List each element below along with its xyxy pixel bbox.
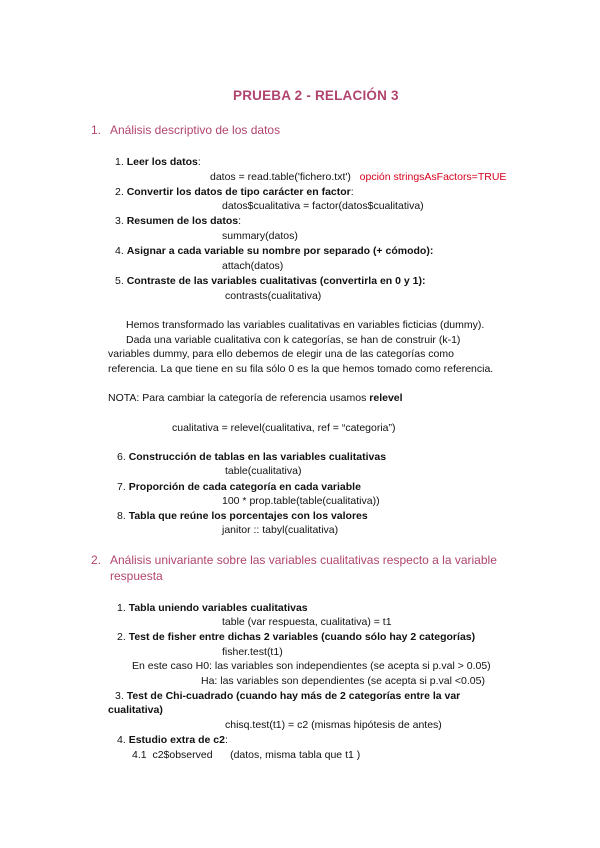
step-label: Tabla que reúne los porcentajes con los valores <box>128 510 368 522</box>
step-suffix: : <box>238 215 242 227</box>
substep-note: (datos, misma tabla que t1 ) <box>230 749 361 761</box>
step-4-code: attach(datos) <box>222 260 284 272</box>
step-label: Test de fisher entre dichas 2 variables (cuando sólo hay 2 categorías) <box>128 631 476 643</box>
step-3 <box>115 215 241 227</box>
step-suffix: : <box>350 186 354 198</box>
step-number: 3. <box>115 215 124 227</box>
step-number: 4. <box>115 245 124 257</box>
step-number: 2. <box>117 631 126 643</box>
step-label: Test de Chi-cuadrado (cuando hay más de 2 categorías entre la var <box>126 690 461 702</box>
step-number: 1. <box>117 602 126 614</box>
step-1-code <box>210 171 506 183</box>
step-number: 1. <box>115 156 124 168</box>
s2-step-2-code: fisher.test(t1) <box>222 646 283 658</box>
step-5-code: contrasts(cualitativa) <box>225 290 322 302</box>
step-6-code: table(cualitativa) <box>225 465 302 477</box>
section-2-heading-line-1: Análisis univariante sobre las variables cualitativas respecto a la variable <box>110 553 497 567</box>
step-number: 2. <box>115 186 124 198</box>
step-label: Proporción de cada categoría en cada variable <box>128 481 361 493</box>
s2-step-4 <box>117 734 228 746</box>
nota-keyword: relevel <box>369 392 403 404</box>
step-6 <box>117 451 386 463</box>
step-label: Estudio extra de c2 <box>128 734 225 746</box>
step-8-code: janitor :: tabyl(cualitativa) <box>222 524 339 536</box>
nota <box>108 392 403 404</box>
step-7 <box>117 481 361 493</box>
s2-ha-line: Ha: las variables son dependientes (se acepta si p.val <0.05) <box>201 675 485 687</box>
step-8 <box>117 510 368 522</box>
step-number: 5. <box>115 275 124 287</box>
page-title: PRUEBA 2 - RELACIÓN 3 <box>233 88 399 103</box>
section-1-number: 1. <box>91 123 102 137</box>
s2-substep-4-1 <box>132 749 360 761</box>
step-label: Construcción de tablas en las variables cualitativas <box>128 451 387 463</box>
step-number: 4. <box>117 734 126 746</box>
nota-code: cualitativa = relevel(cualitativa, ref = “categoria”) <box>172 422 396 434</box>
step-2 <box>115 186 354 198</box>
step-number: 6. <box>117 451 126 463</box>
s2-step-3-code: chisq.test(t1) = c2 (mismas hipótesis de antes) <box>225 719 442 731</box>
paragraph-line-4: referencia. La que tiene en su fila sólo 0 es la que hemos tomado como referencia. <box>108 363 494 375</box>
step-number: 8. <box>117 510 126 522</box>
step-7-code: 100 * prop.table(table(cualitativa)) <box>222 495 380 507</box>
step-4 <box>115 245 433 257</box>
s2-step-1 <box>117 602 308 614</box>
step-label: Leer los datos <box>126 156 198 168</box>
paragraph-line-3: variables dummy, para ello debemos de elegir una de las categorías como <box>108 348 454 360</box>
step-number: 3. <box>115 690 124 702</box>
step-number: 7. <box>117 481 126 493</box>
step-label: Contraste de las variables cualitativas (convertirla en 0 y 1): <box>126 275 426 287</box>
substep-code: c2$observed <box>152 749 213 761</box>
step-1-note: opción stringsAsFactors=TRUE <box>359 171 507 183</box>
step-label: Tabla uniendo variables cualitativas <box>128 602 308 614</box>
nota-text: NOTA: Para cambiar la categoría de referencia usamos <box>108 392 370 404</box>
paragraph-line-1: Hemos transformado las variables cualitativas en variables ficticias (dummy). <box>126 319 485 331</box>
substep-number: 4.1 <box>132 749 147 761</box>
paragraph-line-2: Dada una variable cualitativa con k categorías, se han de construir (k-1) <box>126 334 461 346</box>
s2-h0-line: En este caso H0: las variables son independientes (se acepta si p.val > 0.05) <box>132 660 491 672</box>
step-3-code: summary(datos) <box>222 230 298 242</box>
step-suffix: : <box>197 156 201 168</box>
step-label: Resumen de los datos <box>126 215 239 227</box>
section-1-heading: Análisis descriptivo de los datos <box>110 123 281 137</box>
step-2-code: datos$cualitativa = factor(datos$cualitativa) <box>222 200 424 212</box>
s2-step-2 <box>117 631 475 643</box>
s2-step-1-code: table (var respuesta, cualitativa) = t1 <box>222 616 392 628</box>
code-text: datos = read.table('fichero.txt') <box>210 171 351 183</box>
section-2-heading-line-2: respuesta <box>110 569 163 583</box>
step-suffix: : <box>224 734 228 746</box>
s2-step-3-label-cont: cualitativa) <box>108 704 163 716</box>
step-5 <box>115 275 425 287</box>
step-1 <box>115 156 201 168</box>
step-label: Asignar a cada variable su nombre por separado (+ cómodo): <box>126 245 434 257</box>
step-label: Convertir los datos de tipo carácter en factor <box>126 186 351 198</box>
section-2-number: 2. <box>91 553 102 567</box>
s2-step-3 <box>115 690 460 702</box>
